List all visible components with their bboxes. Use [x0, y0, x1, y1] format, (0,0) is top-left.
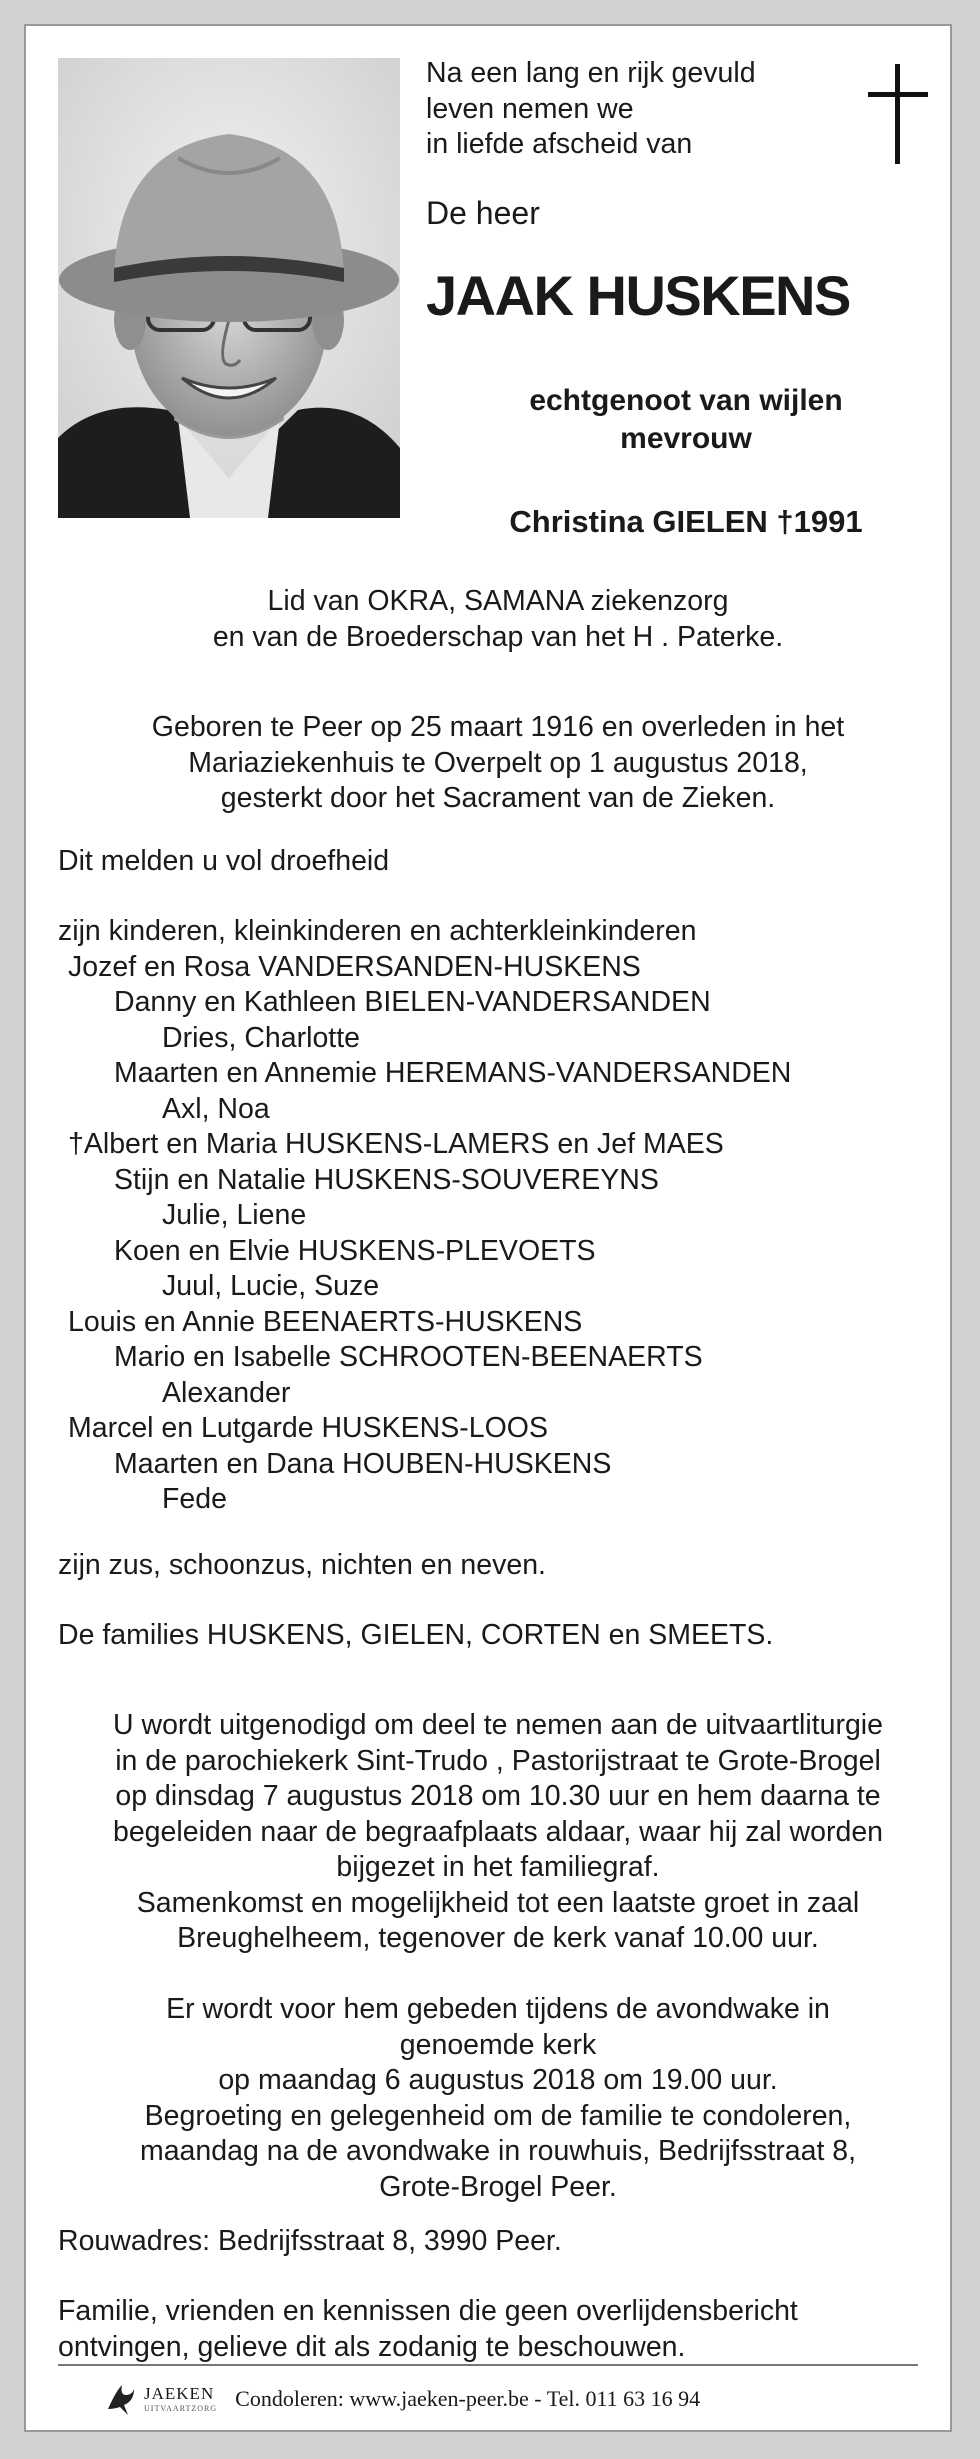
family-line: Alexander: [162, 1376, 291, 1409]
family-line: Julie, Liene: [162, 1199, 307, 1231]
spouse-line: echtgenoot van wijlen: [529, 384, 843, 417]
family-line: Fede: [162, 1483, 227, 1515]
birth-death: [58, 710, 938, 817]
deceased-title: De heer: [426, 195, 540, 231]
family-line: †Albert en Maria HUSKENS-LAMERS en Jef MAES: [68, 1128, 724, 1160]
logo-name: JAEKEN: [144, 2384, 215, 2403]
vigil-line: genoemde kerk: [399, 2028, 597, 2061]
birth-death-line: Geboren te Peer op 25 maart 1916 en overleden in het: [151, 711, 845, 743]
intro-line: leven nemen we: [426, 92, 634, 125]
vigil-line: maandag na de avondwake in rouwhuis, Bedrijfsstraat 8,: [139, 2135, 857, 2167]
intro-line: in liefde afscheid van: [426, 128, 693, 160]
membership-line: en van de Broederschap van het H . Paterke.: [212, 620, 784, 653]
logo-subtitle: UITVAARTZORG: [144, 2404, 218, 2413]
bird-icon: [106, 2381, 136, 2417]
funeral-line: in de parochiekerk Sint-Trudo , Pastorijstraat te Grote-Brogel: [115, 1744, 881, 1777]
vigil-line: Grote-Brogel Peer.: [379, 2170, 617, 2203]
closing-line: Familie, vrienden en kennissen die geen overlijdensbericht: [58, 2295, 798, 2327]
family-line: Juul, Lucie, Suze: [162, 1270, 380, 1302]
deceased-name: JAAK HUSKENS: [426, 264, 850, 327]
cross-icon: [868, 64, 928, 164]
funeral-line: begeleiden naar de begraafplaats aldaar, waar hij zal worden: [112, 1815, 884, 1848]
obituary-card: [24, 24, 952, 2432]
funeral-line: Breughelheem, tegenover de kerk vanaf 10.00 uur.: [177, 1922, 819, 1954]
spouse-line: mevrouw: [620, 422, 752, 455]
footer: [106, 2376, 700, 2422]
vigil-line: op maandag 6 augustus 2018 om 19.00 uur.: [218, 2064, 778, 2096]
footer-divider: [58, 2364, 918, 2366]
family-line: Dries, Charlotte: [162, 1021, 360, 1054]
vigil-line: Er wordt voor hem gebeden tijdens de avondwake in: [166, 1993, 830, 2025]
family-line: Koen en Elvie HUSKENS-PLEVOETS: [114, 1234, 596, 1267]
funeral-line: U wordt uitgenodigd om deel te nemen aan de uitvaartliturgie: [113, 1709, 883, 1741]
birth-death-line: Mariaziekenhuis te Overpelt op 1 augustus 2018,: [188, 746, 808, 779]
membership: [58, 584, 938, 655]
family-line: Maarten en Annemie HEREMANS-VANDERSANDEN: [114, 1057, 792, 1089]
family-line: Louis en Annie BEENAERTS-HUSKENS: [68, 1305, 583, 1338]
family-header: zijn kinderen, kleinkinderen en achterkleinkinderen: [58, 915, 697, 947]
family-line: Danny en Kathleen BIELEN-VANDERSANDEN: [114, 986, 711, 1018]
spouse-name: Christina GIELEN †1991: [509, 504, 863, 539]
funeral-line: op dinsdag 7 augustus 2018 om 10.30 uur en hem daarna te: [115, 1780, 881, 1812]
vigil-line: Begroeting en gelegenheid om de familie te condoleren,: [144, 2099, 852, 2132]
family-line: Axl, Noa: [162, 1092, 270, 1125]
vigil-info: [58, 1992, 938, 2205]
funeral-home-logo: [144, 2385, 217, 2413]
family-line: Marcel en Lutgarde HUSKENS-LOOS: [68, 1412, 548, 1444]
birth-death-line: gesterkt door het Sacrament van de Zieken.: [220, 782, 776, 814]
family-line: Jozef en Rosa VANDERSANDEN-HUSKENS: [68, 950, 641, 983]
announcement: Dit melden u vol droefheid: [58, 845, 390, 877]
mourning-address: Rouwadres: Bedrijfsstraat 8, 3990 Peer.: [58, 2225, 562, 2257]
closing-note: [58, 2294, 938, 2365]
funeral-line: bijgezet in het familiegraf.: [336, 1851, 660, 1883]
condolence-contact[interactable]: Condoleren: www.jaeken-peer.be - Tel. 011 63 16 94: [235, 2386, 701, 2411]
intro-line: Na een lang en rijk gevuld: [426, 57, 756, 89]
portrait-photo: [58, 58, 400, 518]
funeral-info: [58, 1708, 938, 1957]
closing-line: ontvingen, gelieve dit als zodanig te beschouwen.: [58, 2330, 686, 2363]
families: De families HUSKENS, GIELEN, CORTEN en SMEETS.: [58, 1619, 774, 1651]
spouse-info: [406, 382, 952, 458]
family-line: Maarten en Dana HOUBEN-HUSKENS: [114, 1447, 612, 1480]
siblings: zijn zus, schoonzus, nichten en neven.: [58, 1549, 546, 1581]
membership-line: Lid van OKRA, SAMANA ziekenzorg: [267, 585, 729, 617]
family-line: Mario en Isabelle SCHROOTEN-BEENAERTS: [114, 1341, 703, 1373]
intro-text: [426, 56, 756, 163]
funeral-line: Samenkomst en mogelijkheid tot een laatste groet in zaal: [136, 1886, 860, 1919]
family-list: [58, 914, 938, 1518]
family-line: Stijn en Natalie HUSKENS-SOUVEREYNS: [114, 1163, 659, 1196]
